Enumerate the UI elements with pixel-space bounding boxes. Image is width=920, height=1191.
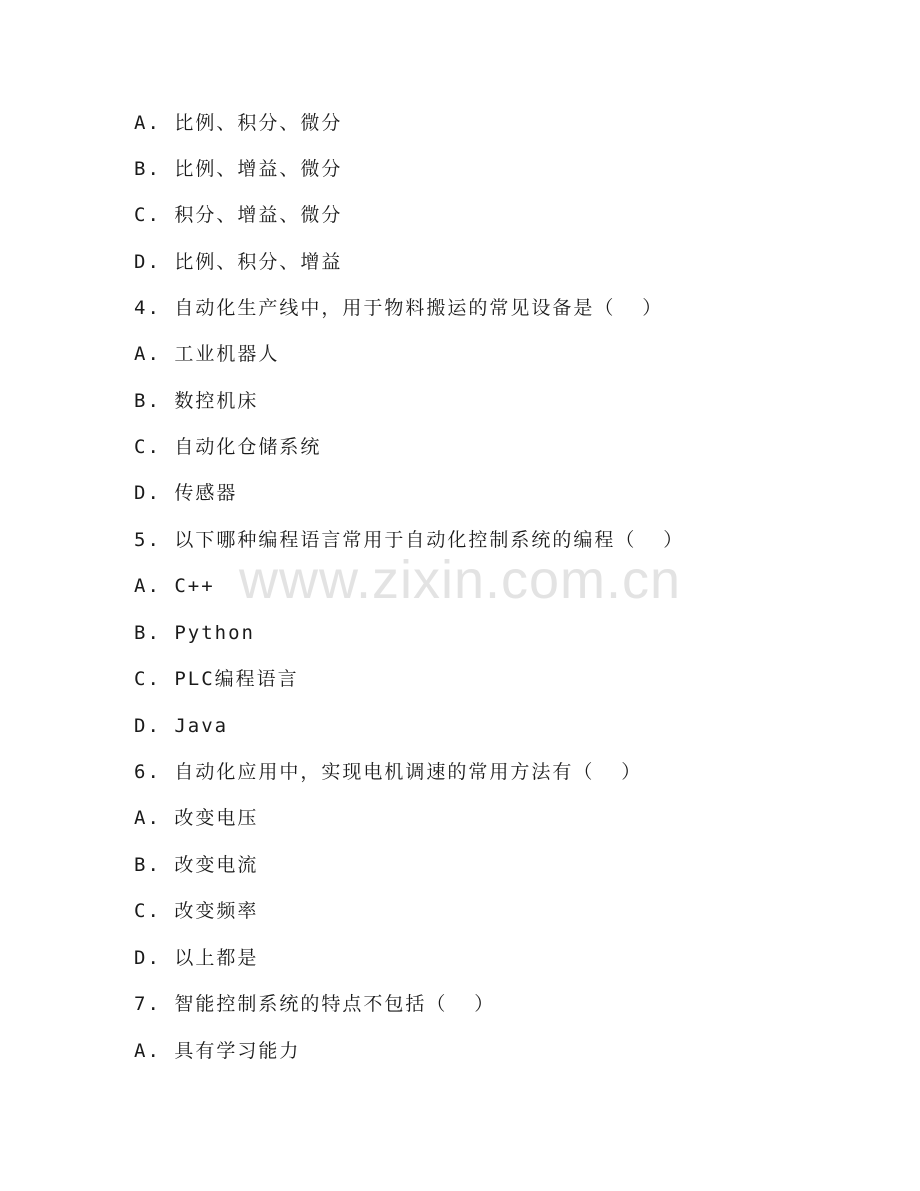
option-c-line: C. 积分、增益、微分	[134, 204, 343, 226]
question-5: 5. 以下哪种编程语言常用于自动化控制系统的编程（ ）	[134, 529, 685, 551]
q5-option-d: D. Java	[134, 715, 229, 737]
q4-option-a: A. 工业机器人	[134, 343, 280, 365]
q5-option-c: C. PLC编程语言	[134, 668, 299, 690]
option-d-line: D. 比例、积分、增益	[134, 251, 343, 273]
q5-option-b: B. Python	[134, 622, 255, 644]
q7-option-a: A. 具有学习能力	[134, 1040, 301, 1062]
q4-option-d: D. 传感器	[134, 482, 238, 504]
question-7: 7. 智能控制系统的特点不包括（ ）	[134, 993, 496, 1015]
question-6: 6. 自动化应用中，实现电机调速的常用方法有（ ）	[134, 761, 643, 783]
option-a-line: A. 比例、积分、微分	[134, 112, 343, 134]
q4-option-b: B. 数控机床	[134, 390, 259, 412]
watermark: www.zixin.com.cn	[238, 550, 682, 610]
q5-option-a: A. C++	[134, 575, 215, 597]
q4-option-c: C. 自动化仓储系统	[134, 436, 322, 458]
q6-option-a: A. 改变电压	[134, 807, 259, 829]
q6-option-c: C. 改变频率	[134, 900, 259, 922]
q6-option-d: D. 以上都是	[134, 947, 259, 969]
q6-option-b: B. 改变电流	[134, 854, 259, 876]
option-b-line: B. 比例、增益、微分	[134, 158, 343, 180]
question-4: 4. 自动化生产线中，用于物料搬运的常见设备是（ ）	[134, 297, 664, 319]
